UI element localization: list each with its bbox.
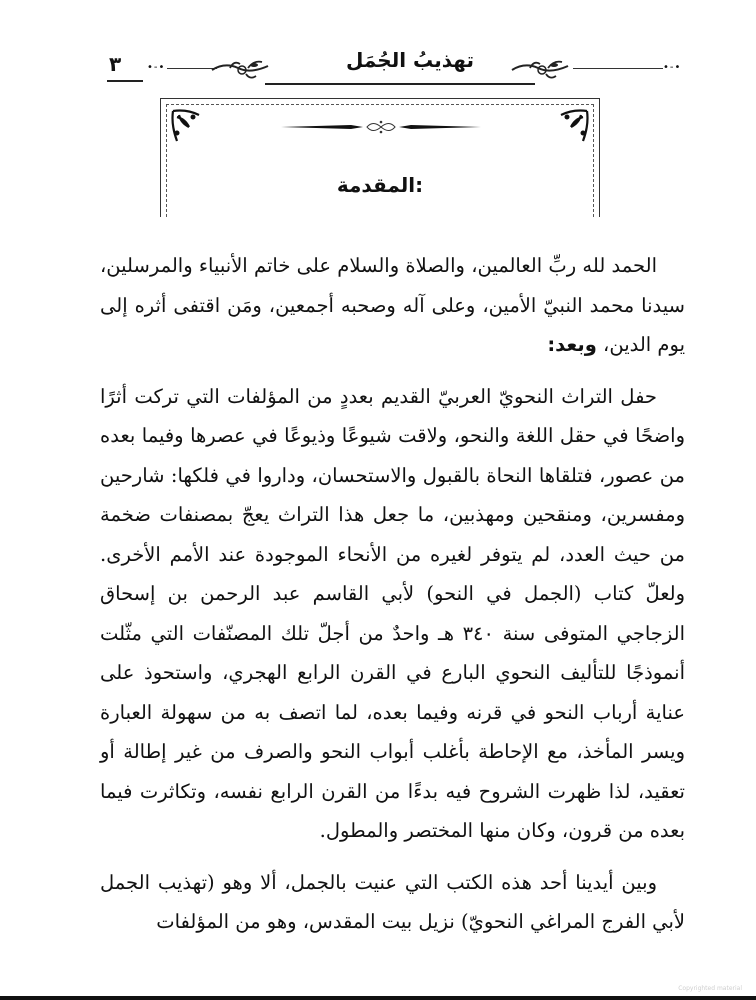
page-number: ٣ xyxy=(109,52,122,76)
copyright-watermark: Copyrighted material xyxy=(678,985,742,992)
section-heading: المقدمة: xyxy=(336,173,424,197)
paragraph-text: الحمد لله ربِّ العالمين، والصلاة والسلام على خاتم الأنبياء والمرسلين، سيدنا محمد النبيّ الأمين، وعلى آله وصحبه أجمعين، ومَن اقتفى أثره إلى يوم الدين، xyxy=(100,254,686,356)
divider-ornament-icon xyxy=(281,119,481,135)
bold-phrase: وبعد: xyxy=(547,333,597,356)
header-rule-right xyxy=(573,68,663,69)
bottom-edge xyxy=(0,996,756,1000)
paragraph: وبين أيدينا أحد هذه الكتب التي عنيت بالجمل، ألا وهو (تهذيب الجمل لأبي الفرج المراغي النحويّ) نزيل بيت المقدس، وهو من المؤلفات xyxy=(100,870,685,933)
running-header xyxy=(95,48,685,98)
paragraph-opening xyxy=(100,246,685,365)
dot-ornament-right: •-• xyxy=(663,62,682,73)
floral-ornament-right-icon xyxy=(510,56,570,82)
corner-flourish-right-icon xyxy=(555,107,591,147)
page-number-underline xyxy=(107,80,143,82)
section-heading-frame xyxy=(160,98,600,217)
paragraph: حفل التراث النحويّ العربيّ القديم بعددٍ من المؤلفات التي تركت أثرًا واضحًا في حقل اللغة والنحو، ولاقت شيوعًا وذيوعًا في عصرها وفيما بعده من عصور، فتلقاها النحاة بالقبول والاستحسان، وداروا في فلكها: شارحين ومفسرين، ومنقحين ومهذبين، ما جعل هذا التراث يعجّ بمصنفات ضخمة من حيث العدد، لم يتوفر لغيره من الأنحاء الموجودة عند الأمم الأخرى. ولعلّ كتاب (الجمل في النحو) لأبي القاسم عبد الرحمن بن إسحاق الزجاجي المتوفى سنة ٣٤٠ هـ واحدٌ من أجلّ تلك المصنّفات التي مثّلت أنموذجًا للتأليف النحوي البارع في القرن الرابع الهجري، واستحوذ على عناية أرباب النحو في قرنه وفيما بعده، لما اتصف به من سهولة العبارة ويسر المأخذ، مع الإحاطة بأغلب أبواب النحو والصرف من غير إطالة أو تعقيد، لذا ظهرت الشروح فيه بدءًا من القرن الرابع نفسه، وتكاثرت فيما بعده من قرون، وكان منها المختصر والمطول. xyxy=(100,384,685,842)
dot-ornament-left: •-• xyxy=(147,62,166,73)
floral-ornament-left-icon xyxy=(210,56,270,82)
running-title: تهذيبُ الجُمَل xyxy=(346,48,474,72)
body-text xyxy=(100,246,685,954)
title-underline xyxy=(265,83,535,85)
corner-flourish-left-icon xyxy=(169,107,205,147)
